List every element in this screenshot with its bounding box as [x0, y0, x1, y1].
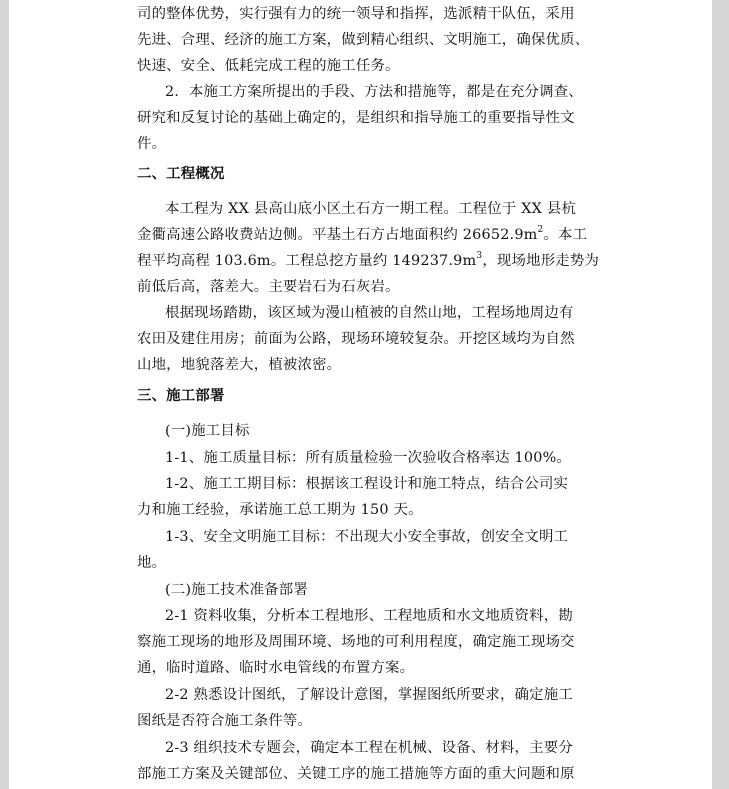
text-line: 1-3、安全文明施工目标：不出现大小安全事故，创安全文明工	[165, 529, 569, 545]
text-line: 司的整体优势，实行强有力的统一领导和指挥，选派精干队伍，采用	[137, 6, 575, 22]
text-line: 研究和反复讨论的基础上确定的，是组织和指导施工的重要指导性文	[137, 110, 575, 126]
volume-text: 程平均高程 103.6m。工程总挖方量约 149237.9m	[137, 253, 477, 269]
text-line: 先进、合理、经济的施工方案，做到精心组织、文明施工，确保优质、	[137, 32, 590, 48]
paragraph-first-line: 2-1 资料收集，分析本工程地形、工程地质和水文地质资料，勘	[165, 608, 573, 624]
text-line: 1-2、施工工期目标：根据该工程设计和施工特点，结合公司实	[165, 476, 569, 492]
text-line: 1-1、施工质量目标：所有质量检验一次验收合格率达 100%。	[165, 450, 572, 466]
text-line: 部施工方案及关键部位、关键工序的施工措施等方面的重大问题和原	[137, 766, 575, 782]
paragraph-first-line: 本工程为 XX 县高山底小区土石方一期工程。工程位于 XX 县杭	[165, 201, 577, 217]
text-line: 图纸是否符合施工条件等。	[137, 713, 313, 729]
text-line: 前低后高，落差大。主要岩石为石灰岩。	[137, 279, 400, 295]
text-line: 力和施工经验，承诺施工总工期为 150 天。	[137, 502, 423, 518]
subsection-heading-goals: (一)施工目标	[165, 423, 250, 439]
text-line-volume	[137, 251, 599, 271]
area-text: 金衢高速公路收费站边侧。平基土石方占地面积约 26652.9m	[137, 227, 538, 243]
superscript-2: 2	[537, 225, 544, 236]
paragraph-first-line: 根据现场踏勘，该区域为漫山植被的自然山地，工程场地周边有	[165, 305, 574, 321]
text-line: 通，临时道路、临时水电管线的布置方案。	[137, 660, 415, 676]
left-margin	[0, 0, 9, 789]
volume-text-after: ，现场地形走势为	[482, 253, 600, 269]
text-line: 件。	[137, 136, 167, 152]
text-line: 农田及建住用房；前面为公路，现场环境较复杂。开挖区域均为自然	[137, 331, 575, 347]
area-text-after: 。本工	[543, 227, 588, 243]
paragraph-first-line: 2-3 组织技术专题会，确定本工程在机械、设备、材料，主要分	[165, 740, 573, 756]
paragraph-first-line: 2．本施工方案所提出的手段、方法和措施等，都是在充分调查、	[165, 84, 583, 100]
document-page	[9, 0, 712, 789]
text-line-area	[137, 225, 587, 245]
text-line: 山地，地貌落差大，植被浓密。	[137, 357, 342, 373]
text-line: 快速、安全、低耗完成工程的施工任务。	[137, 58, 400, 74]
subsection-heading-technical: (二)施工技术准备部署	[165, 582, 308, 598]
text-line: 察施工现场的地形及周围环境、场地的可利用程度，确定施工现场交	[137, 634, 575, 650]
right-scroll-margin	[712, 0, 729, 789]
superscript-3: 3	[476, 251, 483, 262]
text-line: 地。	[137, 555, 167, 571]
section-heading-deployment: 三、施工部署	[137, 387, 225, 404]
section-heading-overview: 二、工程概况	[137, 165, 225, 182]
paragraph-first-line: 2-2 熟悉设计图纸，了解设计意图，掌握图纸所要求，确定施工	[165, 687, 573, 703]
